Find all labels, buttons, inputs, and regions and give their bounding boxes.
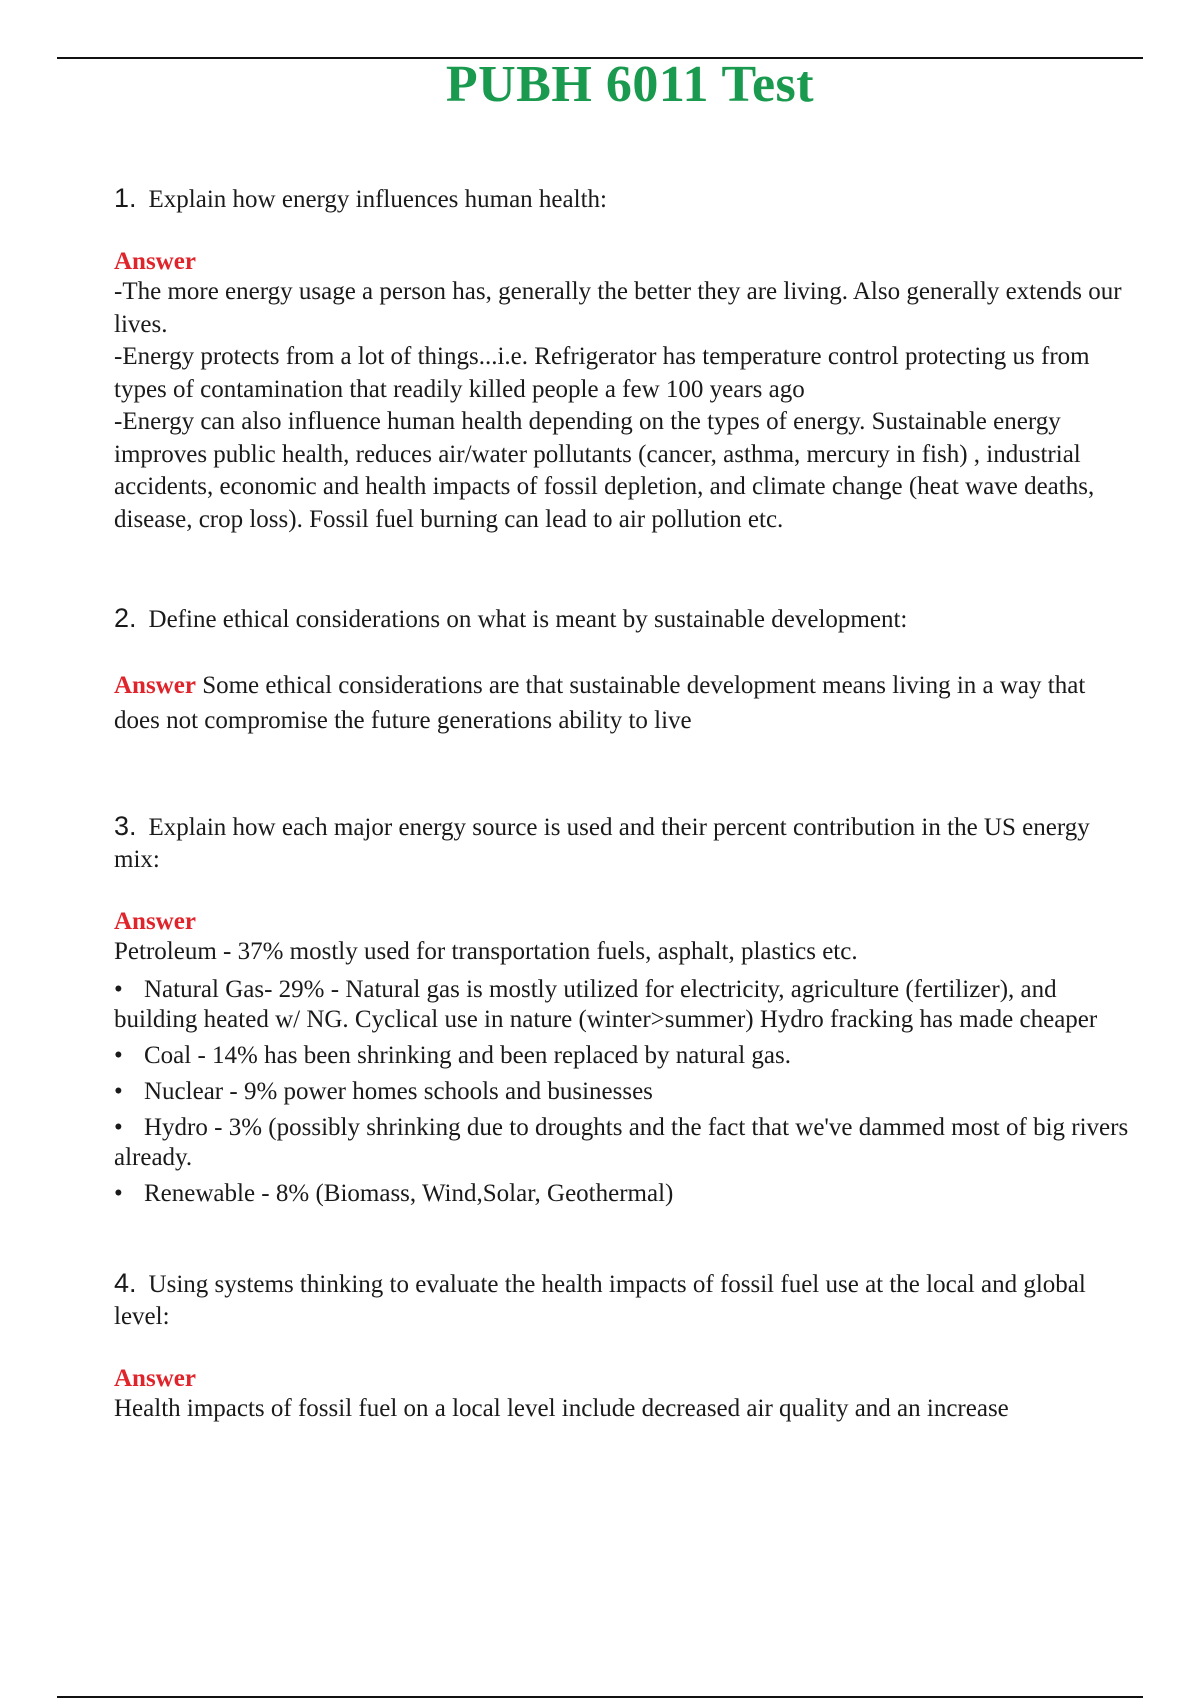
question-text: Explain how energy influences human health: (148, 186, 607, 213)
answer-label: Answer (114, 248, 196, 275)
list-item: • Nuclear - 9% power homes schools and businesses (114, 1077, 653, 1105)
bullet-icon: • (114, 1077, 123, 1105)
question-3 (114, 810, 1134, 876)
question-text: Define ethical considerations on what is meant by sustainable development: (148, 606, 908, 633)
answer-4 (114, 1365, 1134, 1426)
list-item: • Renewable - 8% (Biomass, Wind,Solar, Geothermal) (114, 1179, 674, 1207)
question-1-section (114, 182, 1134, 536)
question-2 (114, 602, 1134, 636)
answer-3 (114, 908, 1134, 1209)
answer-line: -The more energy usage a person has, generally the better they are living. Also generally extends our lives. (114, 278, 1122, 338)
list-item: • Coal - 14% has been shrinking and been replaced by natural gas. (114, 1041, 792, 1069)
document-body (114, 182, 1134, 1425)
question-number: 1. (114, 183, 137, 213)
list-item: • Natural Gas- 29% - Natural gas is mostly utilized for electricity, agriculture (fertilizer), and building heated w/ NG. Cyclical use in nature (winter>summer) Hydro fracking has made cheaper (114, 975, 1098, 1033)
question-4-section (114, 1267, 1134, 1426)
bullet-icon: • (114, 1113, 123, 1141)
answer-1 (114, 248, 1134, 536)
bullet-icon: • (114, 975, 123, 1003)
question-2-section (114, 602, 1134, 738)
bullet-icon: • (114, 1041, 123, 1069)
answer-label: Answer (114, 1364, 196, 1392)
question-number: 2. (114, 603, 137, 633)
question-text: Using systems thinking to evaluate the health impacts of fossil fuel use at the local and global level: (114, 1270, 1086, 1330)
question-number: 3. (114, 811, 137, 841)
question-4 (114, 1267, 1134, 1333)
question-number: 4. (114, 1267, 137, 1298)
answer-line: -Energy protects from a lot of things...i.e. Refrigerator has temperature control protecting us from types of contamination that readily killed people a few 100 years ago (114, 343, 1090, 403)
answer-label: Answer (114, 908, 196, 935)
question-3-section (114, 810, 1134, 1209)
page-title: PUBH 6011 Test (445, 56, 815, 113)
bottom-rule (57, 1696, 1143, 1698)
answer-text: Some ethical considerations are that sustainable development means living in a way that does not compromise the future generations ability to live (114, 672, 1086, 734)
answer-2 (114, 668, 1134, 738)
answer-line: -Energy can also influence human health depending on the types of energy. Sustainable energy improves public health, reduces air/water pollutants (cancer, asthma, mercury in fish) , industrial accidents, economic and health impacts of fossil depletion, and climate change (heat wave deaths, disease, crop loss). Fossil fuel burning can lead to air pollution etc. (114, 408, 1095, 533)
answer-line: Health impacts of fossil fuel on a local level include decreased air quality and an increase (114, 1394, 1009, 1422)
question-text: Explain how each major energy source is used and their percent contribution in the US energy mix: (114, 814, 1090, 873)
answer-inline (114, 668, 1134, 738)
bullet-icon: • (114, 1179, 123, 1207)
list-item: • Hydro - 3% (possibly shrinking due to droughts and the fact that we've dammed most of big rivers already. (114, 1113, 1129, 1171)
question-1 (114, 182, 1134, 216)
answer-label: Answer (114, 672, 196, 699)
answer-intro: Petroleum - 37% mostly used for transportation fuels, asphalt, plastics etc. (114, 938, 858, 965)
